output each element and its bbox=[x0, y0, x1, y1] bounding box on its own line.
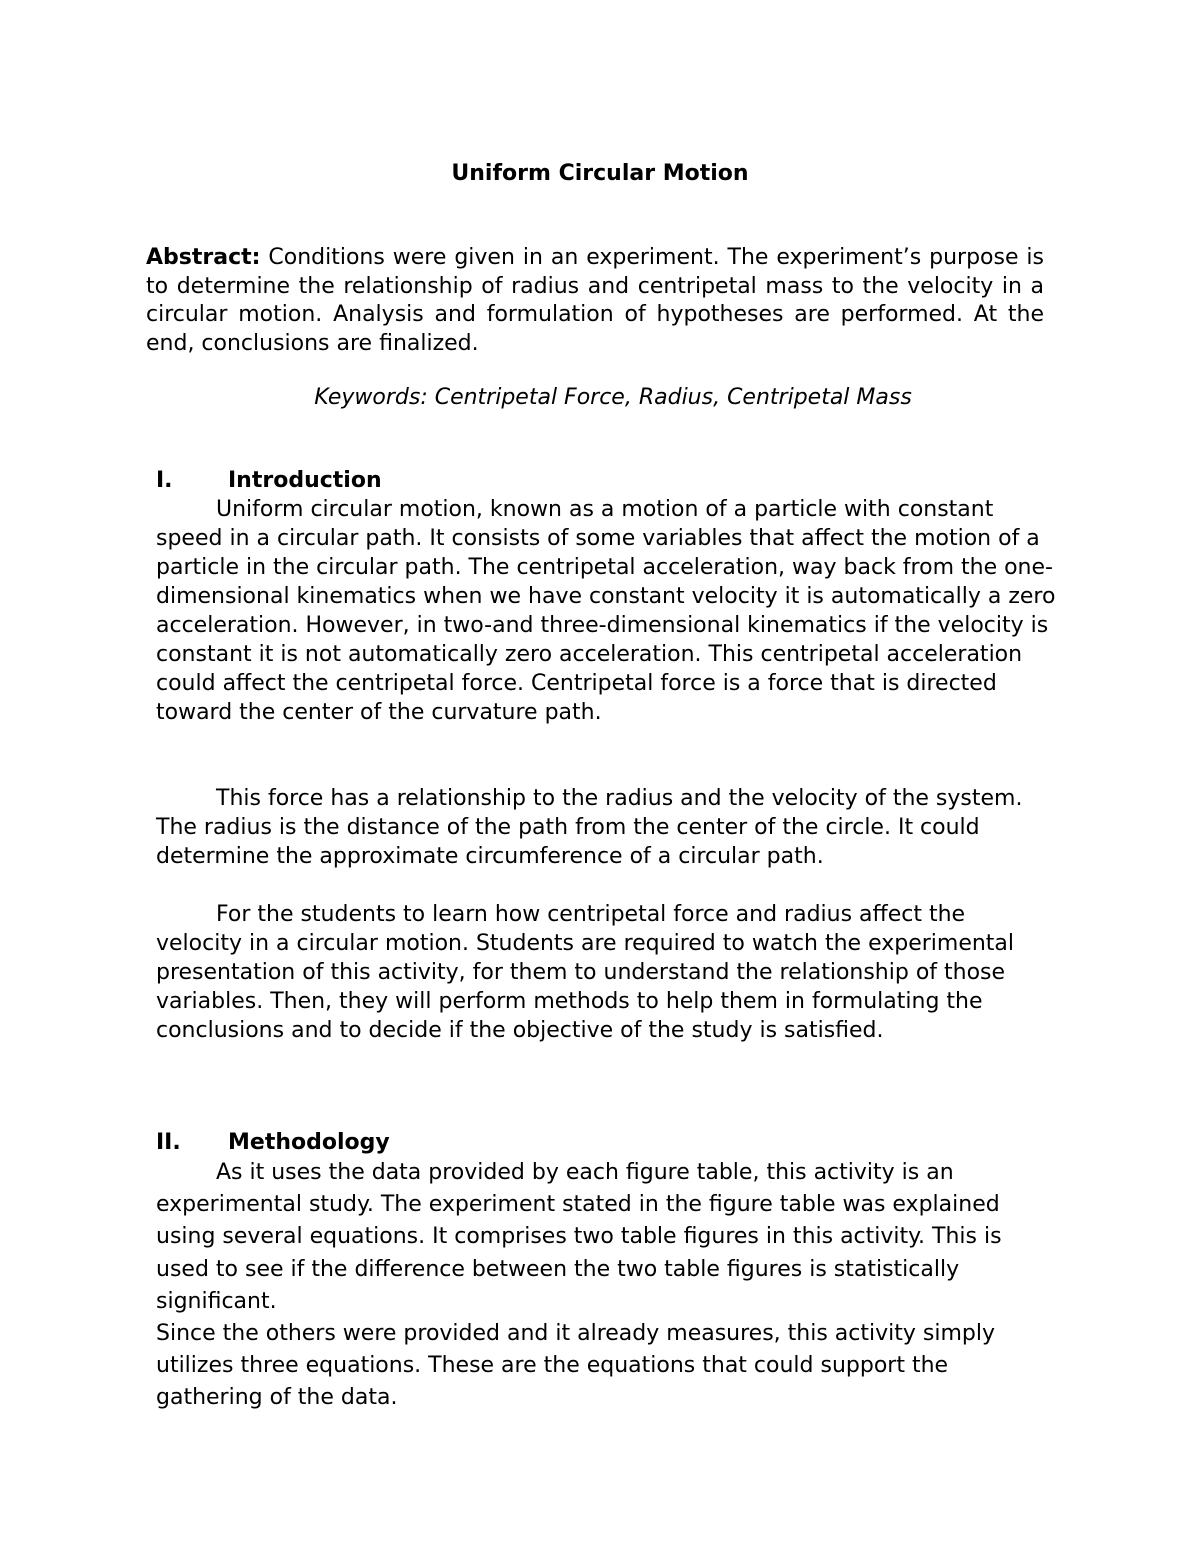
keywords-label: Keywords bbox=[314, 385, 421, 410]
paragraph-text: Uniform circular motion, known as a motion of a particle with constant speed in a circular path. It consists of some variables that affect the motion of a particle in the circular path. The centripetal acceleration, way back from the one-dimensional kinematics when we have constant velocity it is automatically a zero acceleration. However, in two-and three-dimensional kinematics if the velocity is constant it is not automatically zero acceleration. This centripetal acceleration could affect the centripetal force. Centripetal force is a force that is directed toward the center of the curvature path. bbox=[156, 497, 1056, 725]
section-number: II. bbox=[156, 1130, 181, 1155]
introduction-paragraph-2 bbox=[156, 784, 1056, 871]
paragraph-text: As it uses the data provided by each figure table, this activity is an experimental study. The experiment stated in the figure table was explained using several equations. It comprises two table figures in this activity. This is used to see if the difference between the two table figures is statistically significant. bbox=[156, 1160, 1002, 1314]
section-heading-methodology bbox=[156, 1129, 390, 1157]
methodology-paragraph-1 bbox=[156, 1157, 1056, 1318]
paragraph-text: For the students to learn how centripetal force and radius affect the velocity in a circular motion. Students are required to watch the experimental presentation of this activity, for them to understand the relationship of those variables. Then, they will perform methods to help them in formulating the conclusions and to decide if the objective of the study is satisfied. bbox=[156, 902, 1015, 1043]
section-title: Introduction bbox=[228, 468, 382, 493]
keywords bbox=[0, 384, 1200, 412]
section-heading-introduction bbox=[156, 467, 382, 495]
methodology-paragraph-2 bbox=[156, 1318, 1056, 1415]
section-title: Methodology bbox=[228, 1130, 390, 1155]
abstract bbox=[146, 244, 1044, 358]
introduction-paragraph-1 bbox=[156, 495, 1056, 727]
paragraph-text: Since the others were provided and it already measures, this activity simply utilizes three equations. These are the equations that could support the gathering of the data. bbox=[156, 1321, 995, 1411]
paragraph-text: This force has a relationship to the radius and the velocity of the system. The radius is the distance of the path from the center of the circle. It could determine the approximate circumference of a circular path. bbox=[156, 786, 1023, 869]
section-number: I. bbox=[156, 468, 173, 493]
abstract-label: Abstract: bbox=[146, 245, 261, 270]
keywords-text: : Centripetal Force, Radius, Centripetal Mass bbox=[420, 385, 912, 410]
introduction-paragraph-3 bbox=[156, 900, 1056, 1045]
document-title: Uniform Circular Motion bbox=[451, 161, 749, 186]
abstract-text: Conditions were given in an experiment. The experiment’s purpose is to determine the relationship of radius and centripetal mass to the velocity in a circular motion. Analysis and formulation of hypotheses are performed. At the end, conclusions are finalized. bbox=[146, 245, 1044, 356]
